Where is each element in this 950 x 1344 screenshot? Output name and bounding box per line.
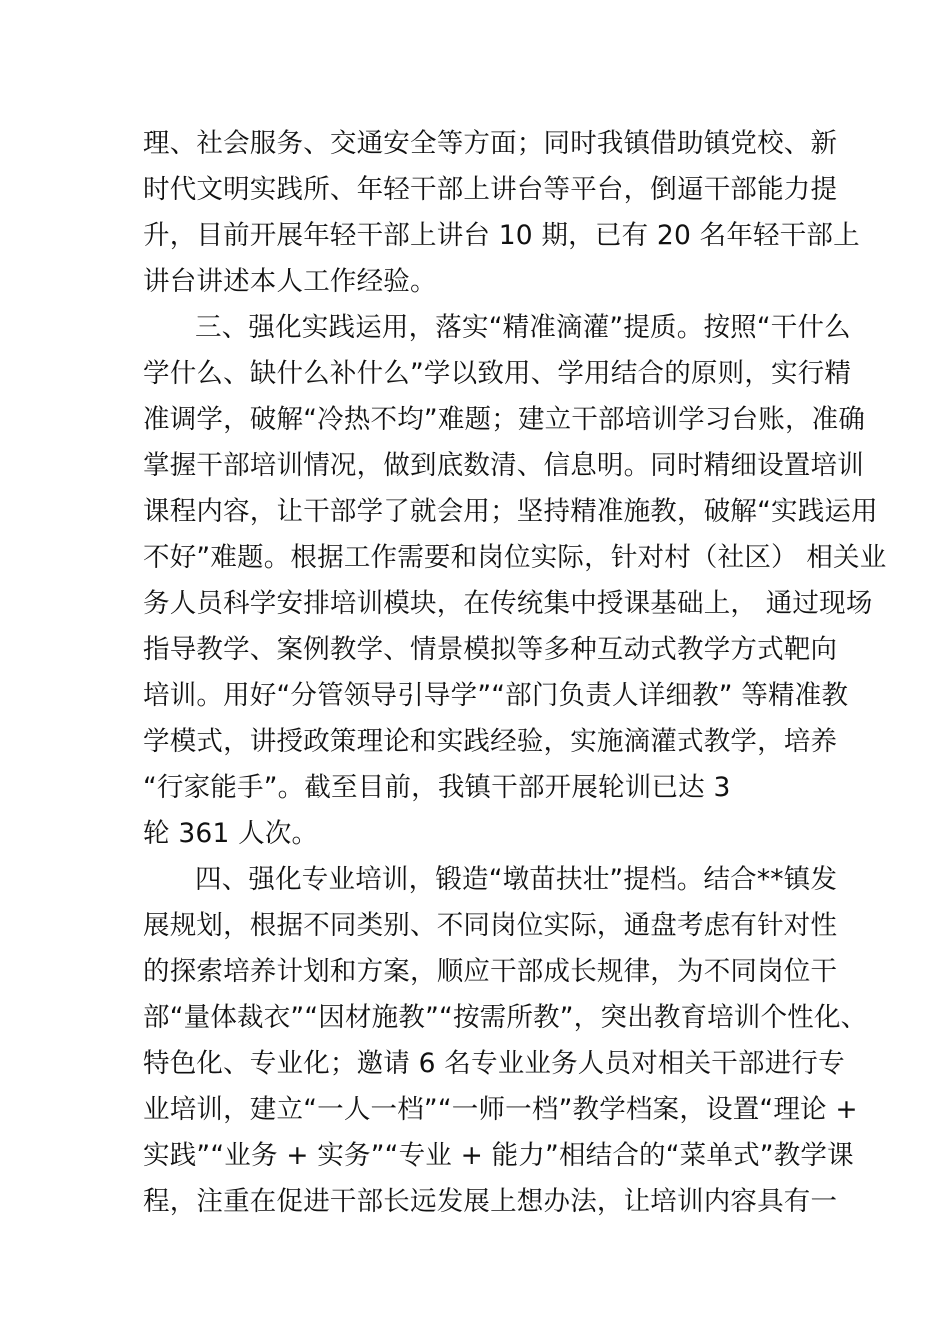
text-line: 特色化、专业化；邀请 6 名专业业务人员对相关干部进行专 [143,1048,845,1079]
text-line: 的探索培养计划和方案，顺应干部成长规律，为不同岗位干 [143,956,838,987]
text-line: 展规划，根据不同类别、不同岗位实际，通盘考虑有针对性 [143,910,838,941]
text-line: 时代文明实践所、年轻干部上讲台等平台，倒逼干部能力提 [143,174,838,205]
text-line: 掌握干部培训情况，做到底数清、信息明。同时精细设置培训 [143,450,864,481]
text-line: 务人员科学安排培训模块，在传统集中授课基础上， 通过现场 [143,588,873,619]
text-line: 部“量体裁衣”“因材施教”“按需所教”，突出教育培训个性化、 [143,1002,868,1033]
text-line: 轮 361 人次。 [143,818,319,849]
text-line: 四、强化专业培训，锻造“墩苗扶壮”提档。结合**镇发 [195,864,838,895]
text-line: 课程内容，让干部学了就会用；坚持精准施教，破解“实践运用 [143,496,878,527]
text-line: 理、社会服务、交通安全等方面；同时我镇借助镇党校、新 [143,128,838,159]
text-line: 业培训，建立“一人一档”“一师一档”教学档案，设置“理论 + [143,1094,858,1125]
text-line: 三、强化实践运用，落实“精准滴灌”提质。按照“干什么 [195,312,851,343]
text-line: 不好”难题。根据工作需要和岗位实际，针对村（社区） 相关业 [143,542,887,573]
text-line: 学什么、缺什么补什么”学以致用、学用结合的原则，实行精 [143,358,852,389]
text-line: 程，注重在促进干部长远发展上想办法，让培训内容具有一 [143,1186,838,1217]
text-line: 学模式，讲授政策理论和实践经验，实施滴灌式教学，培养 [143,726,838,757]
text-line: 升，目前开展年轻干部上讲台 10 期，已有 20 名年轻干部上 [143,220,860,251]
text-line: 准调学，破解“冷热不均”难题；建立干部培训学习台账，准确 [143,404,866,435]
text-line: 实践”“业务 + 实务”“专业 + 能力”相结合的“菜单式”教学课 [143,1140,854,1171]
text-line: 讲台讲述本人工作经验。 [143,266,437,297]
text-line: “行家能手”。截至目前，我镇干部开展轮训已达 3 [143,772,731,803]
text-line: 培训。用好“分管领导引导学”“部门负责人详细教” 等精准教 [143,680,849,711]
text-line: 指导教学、案例教学、情景模拟等多种互动式教学方式靶向 [143,634,838,665]
